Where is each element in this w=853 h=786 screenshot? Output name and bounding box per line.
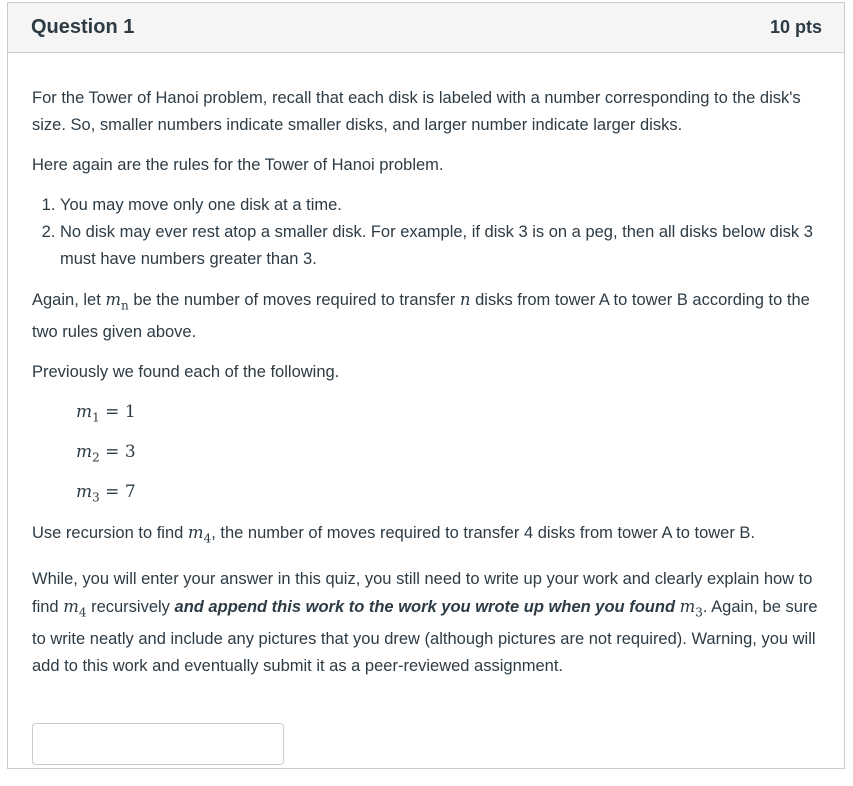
- math-m-n: [105, 290, 129, 313]
- math-sub: 4: [78, 604, 87, 619]
- intro-paragraph: For the Tower of Hanoi problem, recall that each disk is labeled with a number corresponding to the disk's size. So, smaller numbers indicate smaller disks, and larger number indicate larger disks.: [32, 89, 801, 134]
- definition-paragraph: [32, 286, 820, 346]
- eq-sub: 2: [92, 450, 100, 465]
- equation-m2: [76, 439, 820, 466]
- question-header: [8, 3, 844, 53]
- eq-var: m: [76, 402, 93, 423]
- instructions-text-c: . Again, be sure to write neatly and include any pictures that you drew (although pictures are not required). Warning, you will add to this work and eventually submit it as a peer-reviewed assignment.: [32, 597, 818, 675]
- question-points: 10 pts: [769, 17, 822, 37]
- math-sub: n: [121, 298, 129, 313]
- math-sub: 3: [695, 604, 703, 619]
- quiz-question-card: [7, 2, 845, 769]
- math-m-4: [187, 523, 212, 546]
- rules-intro-paragraph: Here again are the rules for the Tower of Hanoi problem.: [32, 156, 444, 174]
- eq-sub: 1: [92, 410, 100, 425]
- eq-var: m: [76, 482, 93, 503]
- previous-results-paragraph: Previously we found each of the following.: [32, 363, 340, 382]
- math-m-4: [63, 596, 87, 619]
- definition-text-b: be the number of moves required to transfer: [128, 291, 460, 309]
- instructions-text-b: recursively: [86, 597, 175, 616]
- task-paragraph: [32, 519, 820, 552]
- math-var: m: [105, 290, 122, 309]
- equation-m1: [76, 399, 820, 426]
- equation-m3: [76, 479, 820, 506]
- answer-input[interactable]: [32, 723, 284, 765]
- math-var: m: [187, 523, 204, 543]
- equation-list: [32, 399, 820, 506]
- math-sub: 4: [203, 531, 212, 546]
- question-body: [8, 53, 844, 765]
- eq-rhs: = 3: [105, 442, 136, 463]
- definition-text-a: Again, let: [32, 291, 106, 309]
- question-title: Question 1: [31, 16, 135, 38]
- math-n: n: [459, 290, 471, 309]
- rule-item: 1. You may move only one disk at a time.: [60, 192, 820, 219]
- eq-var: m: [76, 442, 93, 463]
- instructions-emphasis: and append this work to the work you wrote up when you found: [174, 597, 680, 616]
- math-m-3: [679, 596, 703, 619]
- rules-list: [32, 192, 820, 273]
- math-var: m: [679, 596, 696, 616]
- math-var: m: [63, 596, 79, 616]
- eq-sub: 3: [92, 490, 100, 505]
- eq-rhs: = 7: [105, 482, 136, 503]
- eq-rhs: = 1: [105, 402, 136, 423]
- rule-item: 2. No disk may ever rest atop a smaller disk. For example, if disk 3 is on a peg, then all disks below disk 3 must have numbers greater than 3.: [60, 219, 820, 273]
- definition-text-c: disks from tower A to tower B according to the two rules given above.: [32, 291, 810, 342]
- task-text-b: , the number of moves required to transfer 4 disks from tower A to tower B.: [211, 524, 756, 543]
- task-text-a: Use recursion to find: [32, 524, 188, 543]
- instructions-paragraph: [32, 566, 820, 680]
- instructions-text-a: While, you will enter your answer in this quiz, you still need to write up your work and clearly explain how to find: [32, 569, 813, 616]
